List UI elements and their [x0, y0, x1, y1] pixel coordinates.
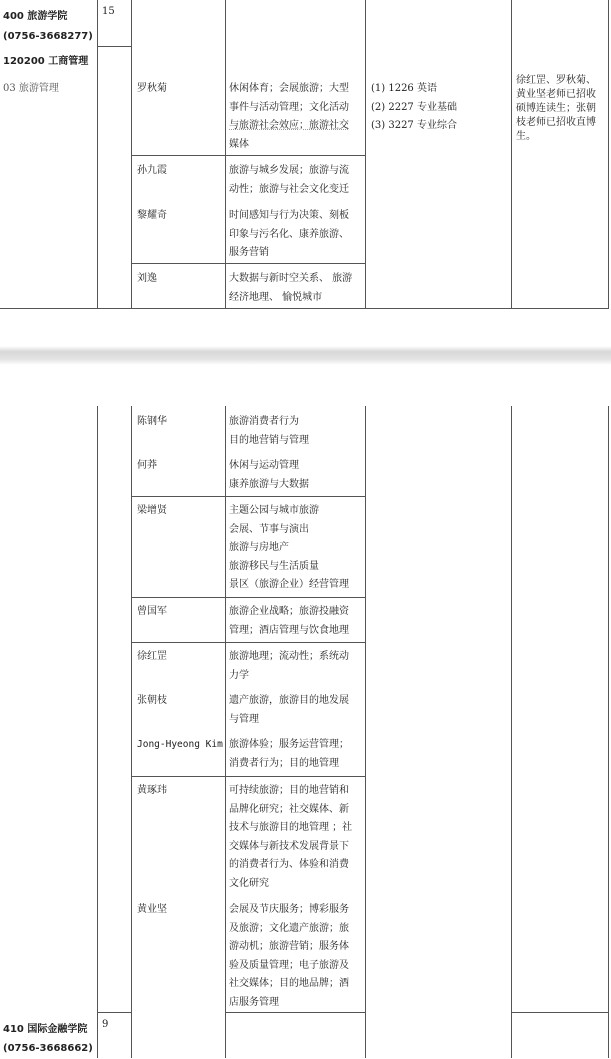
field-line: 服务营销 [229, 247, 269, 258]
page-separator [0, 346, 611, 365]
field-line: 旅游与城乡发展；旅游与流 [229, 165, 349, 176]
field-line: 旅游移民与生活质量 [229, 560, 319, 572]
field-line: 旅游地理；流动性；系统动 [229, 651, 349, 662]
college-phone: (0756-3668277) [3, 31, 93, 42]
major-code: 120200 工商管理 [3, 56, 89, 67]
field-line: 遗产旅游，旅游目的地发展 [229, 695, 349, 706]
remark-line: 硕博连读生；张朝 [516, 103, 596, 114]
field-line: 旅游企业战略；旅游投融资 [229, 606, 349, 617]
field-line: 会展及节庆服务；博彩服务 [229, 904, 349, 915]
field-line: 时间感知与行为决策、刻板 [229, 210, 349, 221]
field-line: 经济地理、 愉悦城市 [229, 291, 323, 303]
quota: 15 [102, 6, 115, 17]
field-line: 印象与污名化、康养旅游、 [229, 228, 349, 240]
supervisor-name: 梁增贤 [137, 505, 167, 516]
field-line: 大数据与新时空关系、 旅游 [229, 273, 353, 284]
exam-item: (1) 1226 英语 [371, 83, 437, 94]
college-phone: (0756-3668662) [3, 1043, 93, 1054]
supervisor-name: 黄业坚 [137, 904, 167, 915]
field-line: 及旅游；文化遗产旅游；旅 [229, 922, 349, 934]
field-line: 游动机；旅游营销；服务体 [229, 941, 349, 952]
research-fields [229, 901, 349, 1012]
field-line: 主题公园与城市旅游 [229, 505, 319, 516]
research-fields [229, 457, 309, 494]
field-line: 文化研究 [229, 877, 269, 889]
research-fields [229, 648, 349, 685]
field-line: 休闲体育；会展旅游；大型 [229, 83, 349, 94]
supervisor-name: 黄琢玮 [137, 785, 167, 796]
field-line: 休闲与运动管理 [229, 460, 299, 471]
field-line: 品牌化研究；社交媒体、新 [229, 803, 349, 815]
field-line: 旅游体验；服务运营管理； [229, 739, 349, 750]
field-line: 技术与旅游目的地管理 ；社 [229, 822, 353, 833]
supervisor-name: 何莽 [137, 460, 157, 471]
research-direction: 03 旅游管理 [3, 83, 59, 94]
field-line: 交媒体与新技术发展背景下 [229, 840, 349, 852]
supervisor-name: Jong-Hyeong Kim [137, 739, 223, 750]
field-line: 会展、节事与演出 [229, 523, 309, 535]
research-fields [229, 603, 349, 640]
college-name: 410 国际金融学院 [3, 1024, 88, 1035]
research-fields [229, 502, 349, 595]
research-fields [229, 692, 349, 729]
supervisor-name: 孙九霞 [137, 165, 167, 176]
field-line: 可持续旅游；目的地营销和 [229, 785, 349, 796]
supervisor-name: 徐红罡 [137, 651, 167, 662]
field-line: 康养旅游与大数据 [229, 478, 309, 490]
exam-subjects [371, 80, 457, 136]
field-line: 验及质量管理；电子旅游及 [229, 959, 349, 971]
research-fields [229, 736, 349, 773]
field-line: 旅游与房地产 [229, 542, 289, 553]
field-line: 事件与活动管理；文化活动 [229, 101, 349, 113]
supervisor-name: 曾国军 [137, 606, 167, 617]
college-name: 400 旅游学院 [3, 11, 68, 22]
supervisor-name: 黎耀奇 [137, 210, 167, 221]
exam-item: (2) 2227 专业基础 [371, 101, 457, 113]
field-line: 力学 [229, 669, 249, 681]
field-line: 与管理 [229, 713, 259, 725]
field-line: 社交媒体；目的地品牌；酒 [229, 978, 349, 989]
remark-line: 生。 [516, 131, 536, 142]
field-line: 店服务管理 [229, 996, 279, 1008]
remark-line: 徐红罡、罗秋菊、 [516, 75, 596, 86]
supervisor-name: 张朝枝 [137, 695, 167, 706]
remark-line: 黄业坚老师已招收 [516, 89, 596, 100]
field-line: 与旅游社会效应；旅游社交 [229, 120, 349, 131]
research-fields [229, 413, 309, 450]
remark [516, 74, 596, 144]
field-line: 动性；旅游与社会文化变迁 [229, 183, 349, 195]
research-fields [229, 270, 352, 307]
field-line: 旅游消费者行为 [229, 416, 299, 427]
field-line: 消费者行为；目的地管理 [229, 757, 339, 769]
quota: 9 [102, 1019, 109, 1030]
field-line: 目的地营销与管理 [229, 434, 309, 446]
research-fields [229, 207, 349, 263]
field-line: 的消费者行为、体验和消费 [229, 859, 349, 870]
research-fields [229, 162, 349, 199]
supervisor-name: 刘逸 [137, 273, 157, 284]
exam-item: (3) 3227 专业综合 [371, 120, 457, 131]
field-line: 媒体 [229, 138, 249, 150]
field-line: 管理；酒店管理与饮食地理 [229, 624, 349, 636]
research-fields [229, 782, 352, 893]
supervisor-name: 罗秋菊 [137, 83, 167, 94]
field-line: 景区（旅游企业）经营管理 [229, 579, 349, 590]
remark-line: 枝老师已招收直博 [516, 117, 596, 128]
research-fields [229, 80, 349, 154]
supervisor-name: 陈钢华 [137, 416, 167, 427]
